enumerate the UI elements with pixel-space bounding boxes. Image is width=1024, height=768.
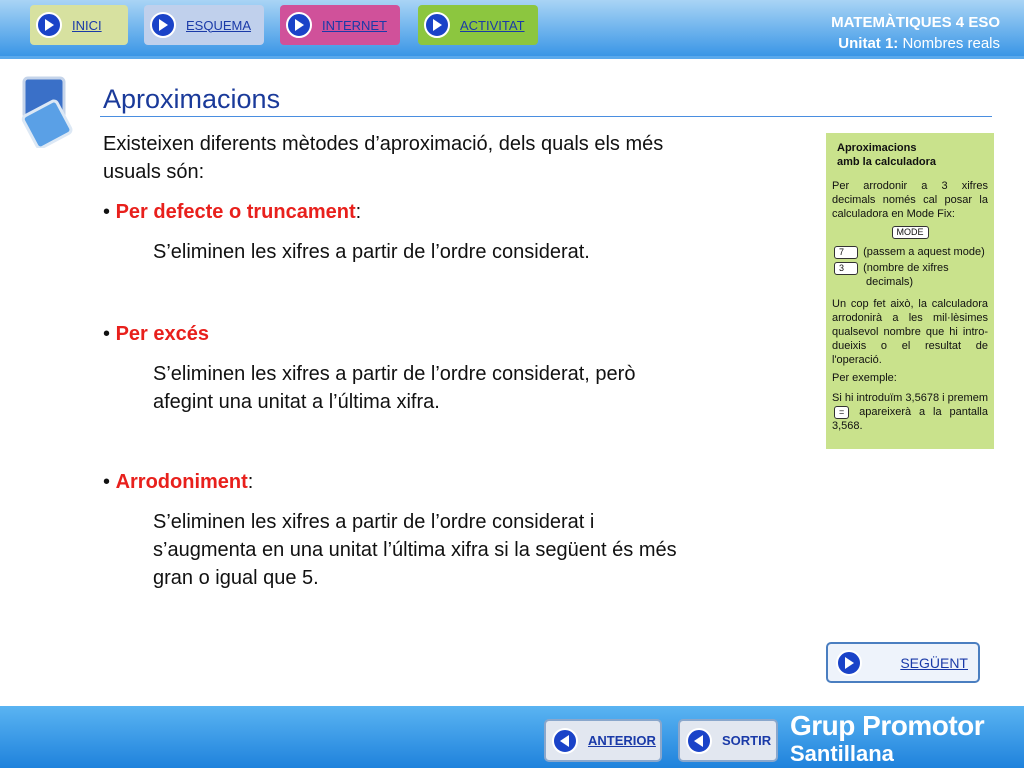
bullet: • (103, 323, 111, 345)
logo-line2: Santillana (790, 741, 894, 766)
method-description: S’eliminen les xifres a partir de l’ordre considerat, però afegint una unitat a l’última xifra. (153, 363, 636, 413)
key-7: 7 (834, 246, 858, 259)
exit-button[interactable] (678, 719, 778, 762)
previous-button[interactable] (544, 719, 662, 762)
inici-button[interactable] (30, 5, 128, 45)
tip-title (832, 141, 988, 169)
back-icon (686, 728, 712, 754)
course-info (831, 12, 1000, 54)
unit-name: Nombres reals (902, 35, 1000, 52)
exit-label: SORTIR (722, 733, 772, 748)
page-title: Aproximacions (103, 84, 281, 114)
next-label: SEGÜENT (900, 655, 968, 671)
esquema-label: ESQUEMA (186, 17, 252, 33)
main-content (103, 130, 703, 592)
activitat-label: ACTIVITAT (460, 17, 525, 33)
tip-step-3 (832, 261, 988, 275)
note-7: (passem a aquest mode) (863, 246, 985, 258)
tip-example-b: apareixerà a la pantalla 3,568. (832, 406, 988, 432)
play-icon (36, 12, 62, 38)
method-suffix: : (355, 201, 362, 223)
play-icon (424, 12, 450, 38)
tip-paragraph-3: Per exemple: (832, 372, 897, 384)
method-name: Per excés (115, 323, 209, 345)
activitat-button[interactable] (418, 5, 538, 45)
play-icon (286, 12, 312, 38)
play-icon (836, 650, 862, 676)
method-description: S’eliminen les xifres a partir de l’ordre considerat i s’augmenta en una unitat l’última xifra si la següent és més gran o igual que 5. (153, 511, 677, 589)
play-icon (150, 12, 176, 38)
next-button[interactable] (826, 642, 980, 683)
internet-button[interactable] (280, 5, 400, 45)
intro-text: Existeixen diferents mètodes d’aproximació, dels quals els més usuals són: (103, 133, 664, 183)
method-name: Arrodoniment (115, 471, 248, 493)
bullet: • (103, 471, 111, 493)
logo-line1: Grup Promotor (790, 710, 985, 741)
method-truncation (103, 198, 703, 226)
note-3b: decimals) (866, 276, 914, 288)
method-description: S’eliminen les xifres a partir de l’ordre considerat. (153, 241, 590, 263)
tip-paragraph-1: Per arrodonir a 3 xifres decimals només cal posar la calculadora en Mode Fix: (832, 180, 988, 220)
equals-key: = (834, 406, 849, 419)
back-icon (552, 728, 578, 754)
course-subject: MATEMÀTIQUES 4 ESO (831, 14, 1000, 31)
mode-key: MODE (892, 226, 929, 239)
section-logo-icon (20, 76, 74, 153)
publisher-logo (790, 712, 984, 768)
previous-label: ANTERIOR (588, 733, 656, 748)
calculator-tip-box (826, 133, 994, 449)
note-3a: (nombre de xifres (863, 262, 949, 274)
method-name: Per defecte o truncament (115, 201, 356, 223)
tip-title-line2: amb la calculadora (837, 156, 937, 168)
inici-label: INICI (72, 17, 102, 33)
unit-label: Unitat 1: (838, 35, 899, 52)
bullet: • (103, 201, 111, 223)
method-rounding (103, 468, 703, 496)
key-3: 3 (834, 262, 858, 275)
tip-example-a: Si hi introduïm 3,5678 i premem (832, 392, 988, 404)
method-excess (103, 320, 703, 348)
tip-title-line1: Aproximacions (837, 142, 917, 154)
tip-paragraph-4 (832, 391, 988, 433)
internet-label: INTERNET (322, 17, 387, 33)
tip-paragraph-2: Un cop fet això, la calculadora arrodonirà a les mil·lèsimes qualsevol nombre que hi intro-dueixis o el resultat de l'operació. (832, 298, 988, 366)
esquema-button[interactable] (144, 5, 264, 45)
tip-step-7 (832, 245, 988, 259)
title-divider (100, 116, 992, 117)
method-suffix: : (247, 471, 254, 493)
